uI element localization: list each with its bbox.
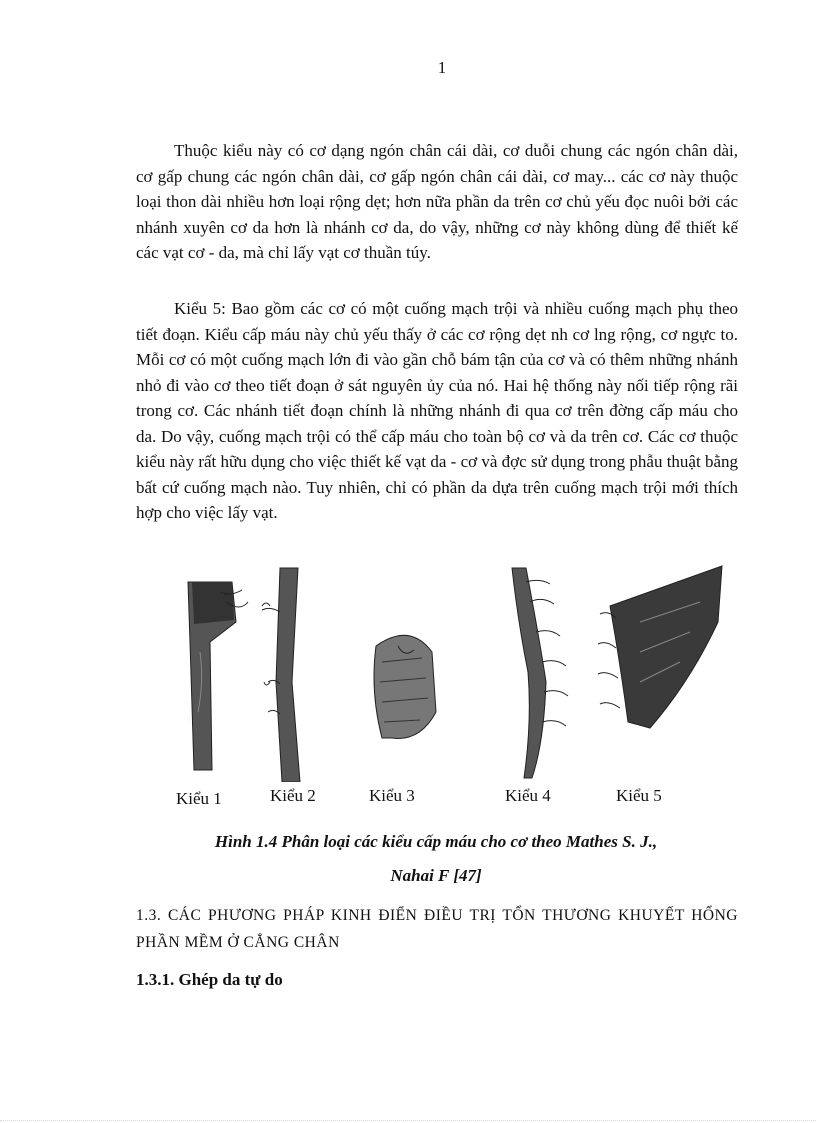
- subsection-heading: 1.3.1. Ghép da tự do: [136, 970, 283, 989]
- figure-label-type-5: Kiểu 5: [616, 786, 662, 805]
- section-heading: 1.3. CÁC PHƯƠNG PHÁP KINH ĐIỂN ĐIỀU TRỊ TỔN THƯƠNG KHUYẾT HỔNG PHẦN MỀM Ở CẲNG CHÂN: [136, 907, 738, 951]
- page-bottom-divider: [0, 1120, 816, 1121]
- page-number: 1: [437, 58, 447, 77]
- figure-caption-line-2: Nahai F [47]: [390, 866, 482, 885]
- type-2-muscle-drawing: [262, 568, 300, 782]
- paragraph-type-4: Thuộc kiểu này có cơ dạng ngón chân cái dài, cơ duỗi chung các ngón chân dài, cơ gấp chung các ngón chân dài, cơ gấp ngón chân cái dài, cơ may... các cơ này thuộc loại thon dài nhiều hơn loại rộng dẹt; hơn nữa phần da trên cơ chủ yếu đọc nuôi bởi các nhánh xuyên cơ da hơn là nhánh cơ da, do vậy, những cơ này không dùng để thiết kế các vạt cơ - da, mà chỉ lấy vạt cơ thuần túy.: [136, 141, 738, 262]
- figure-label-type-3: Kiểu 3: [369, 786, 415, 805]
- type-4-muscle-drawing: [512, 568, 568, 778]
- type-1-muscle-drawing: [188, 582, 248, 770]
- figure-label-type-2: Kiểu 2: [270, 786, 316, 805]
- type-3-muscle-drawing: [374, 635, 436, 738]
- figure-caption-line-1: Hình 1.4 Phân loại các kiểu cấp máu cho cơ theo Mathes S. J.,: [214, 832, 658, 851]
- figure-label-type-4: Kiểu 4: [505, 786, 551, 805]
- type-5-muscle-drawing: [598, 566, 722, 728]
- muscle-vascular-figure: [170, 562, 730, 802]
- paragraph-type-5: Kiểu 5: Bao gồm các cơ có một cuống mạch trội và nhiều cuống mạch phụ theo tiết đoạn. Kiểu cấp máu này chủ yếu thấy ở các cơ rộng dẹt nh cơ lng rộng, cơ ngực to. Mỗi cơ có một cuống mạch lớn đi vào gần chỗ bám tận của cơ và có thêm những nhánh nhỏ đi vào cơ theo tiết đoạn ở sát nguyên ủy của nó. Hai hệ thống này nối tiếp rộng rãi trong cơ. Các nhánh tiết đoạn chính là những nhánh đi qua cơ trên đờng cấp máu cho da. Do vậy, cuống mạch trội có thể cấp máu cho toàn bộ cơ và da trên cơ. Các cơ thuộc kiểu này rất hữu dụng cho việc thiết kế vạt da - cơ và đợc sử dụng trong phẫu thuật bằng bất cứ cuống mạch nào. Tuy nhiên, chỉ có phần da dựa trên cuống mạch trội mới thích hợp cho việc lấy vạt.: [136, 299, 738, 522]
- figure-label-type-1: Kiểu 1: [176, 789, 222, 808]
- muscle-illustrations: [170, 562, 730, 782]
